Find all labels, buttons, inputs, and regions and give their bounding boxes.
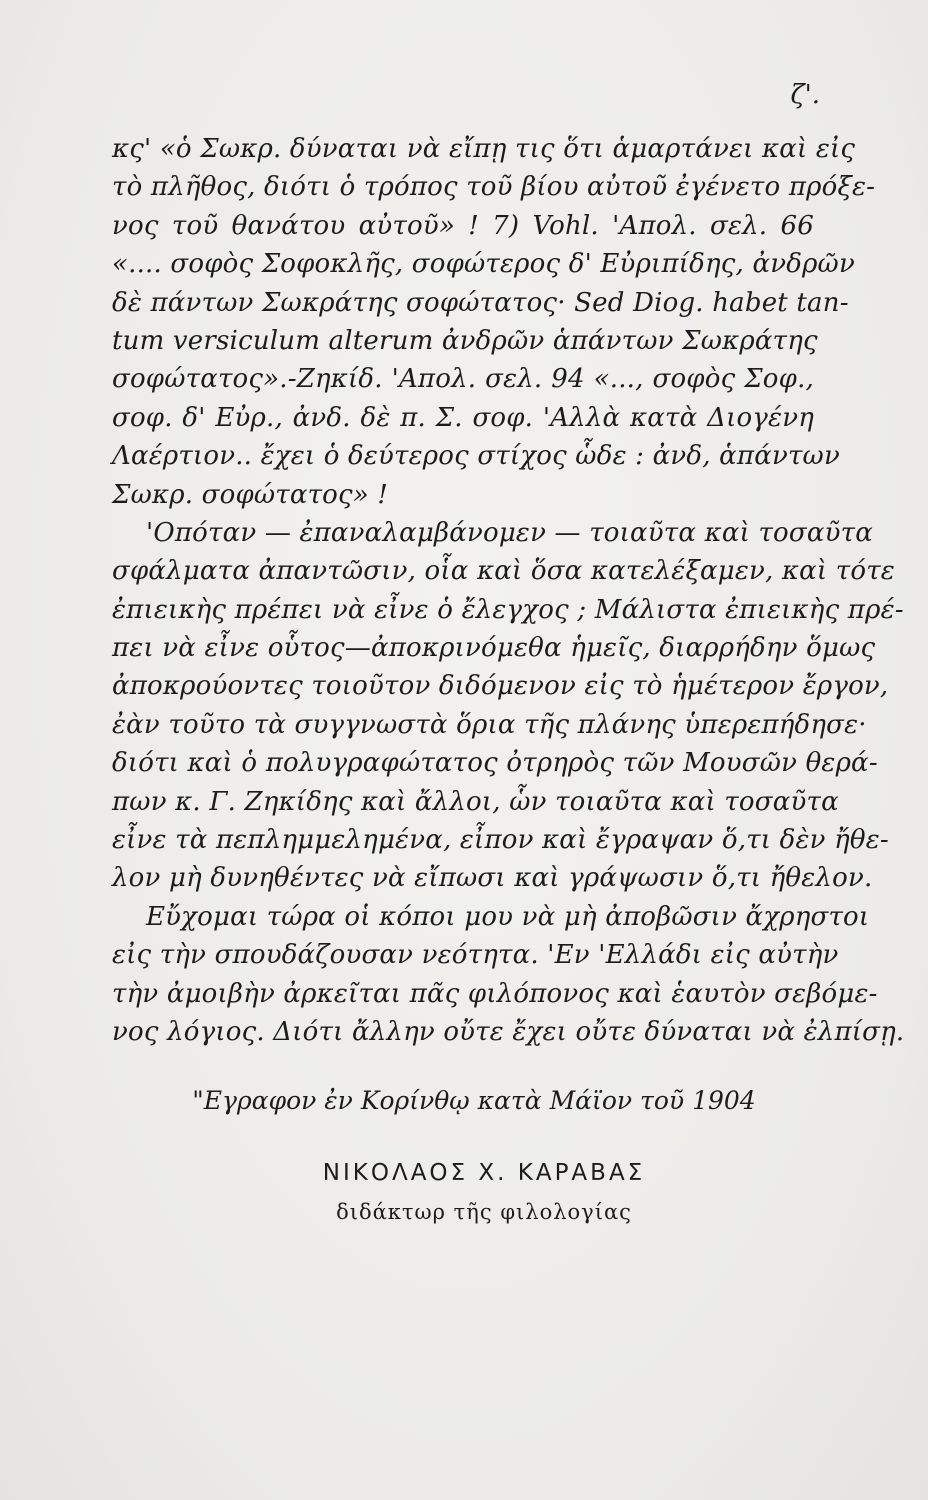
text-line: τὸ πλῆθος, διότι ὁ τρόπος τοῦ βίου αὐτοῦ ἐγένετο πρόξε- — [112, 172, 876, 203]
text-line: διότι καὶ ὁ πολυγραφώτατος ὀτρηρὸς τῶν Μουσῶν θερά- — [112, 748, 878, 779]
text-line: σοφώτατος».-Ζηκίδ. 'Απολ. σελ. 94 «..., σοφὸς Σοφ., — [112, 364, 814, 395]
text-line: πων κ. Γ. Ζηκίδης καὶ ἄλλοι, ὧν τοιαῦτα καὶ τοσαῦτα — [112, 786, 839, 817]
text-line: εἶνε τὰ πεπλημμελημένα, εἶπον καὶ ἔγραψαν ὅ,τι δὲν ἤθε- — [112, 825, 889, 856]
text-line: εἰς τὴν σπουδάζουσαν νεότητα. 'Εν 'Ελλάδι εἰς αὐτὴν — [112, 940, 839, 971]
text-line: σοφ. δ' Εὐρ., ἀνδ. δὲ π. Σ. σοφ. 'Αλλὰ κατὰ Διογένη — [112, 402, 814, 433]
text-line: νος λόγιος. Διότι ἄλλην οὔτε ἔχει οὔτε δύναται νὰ ἐλπίσῃ. — [112, 1016, 905, 1047]
text-line: τὴν ἀμοιβὴν ἀρκεῖται πᾶς φιλόπονος καὶ ἑαυτὸν σεβόμε- — [112, 978, 878, 1009]
page-number: ζ'. — [790, 80, 820, 110]
text-line: νος τοῦ θανάτου αὐτοῦ» ! 7) Vohl. 'Απολ. σελ. 66 — [112, 210, 814, 241]
text-line: 'Οπόταν — ἐπαναλαμβάνομεν — τοιαῦτα καὶ τοσαῦτα — [146, 517, 873, 548]
dateline: "Εγραφον ἐν Κορίνθῳ κατὰ Μάϊον τοῦ 1904 — [192, 1086, 756, 1115]
text-line: «.... σοφὸς Σοφοκλῆς, σοφώτερος δ' Εὐριπίδης, ἀνδρῶν — [112, 249, 855, 280]
text-line: ἐὰν τοῦτο τὰ συγγνωστὰ ὅρια τῆς πλάνης ὑπερεπήδησε· — [112, 709, 867, 740]
author-name: ΝΙΚΟΛΑΟΣ Χ. ΚΑΡΑΒΑΣ — [322, 1160, 646, 1186]
text-line: σφάλματα ἀπαντῶσιν, οἷα καὶ ὅσα κατελέξαμεν, καὶ τότε — [112, 556, 895, 587]
text-line: λον μὴ δυνηθέντες νὰ εἴπωσι καὶ γράψωσιν ὅ,τι ἤθελον. — [112, 863, 873, 894]
text-line: Λαέρτιον.. ἔχει ὁ δεύτερος στίχος ὧδε : ἀνδ, ἁπάντων — [112, 441, 840, 472]
text-line: δὲ πάντων Σωκράτης σοφώτατος· Sed Diog. habet tan- — [112, 287, 849, 318]
text-line: πει νὰ εἶνε οὗτος—ἀποκρινόμεθα ἡμεῖς, διαρρήδην ὅμως — [112, 633, 876, 664]
text-line: ἐπιεικὴς πρέπει νὰ εἶνε ὁ ἔλεγχος ; Μάλιστα ἐπιεικὴς πρέ- — [112, 594, 904, 625]
text-line: tum versiculum alterum ἀνδρῶν ἁπάντων Σωκράτης — [112, 325, 818, 356]
text-line: κς' «ὁ Σωκρ. δύναται νὰ εἴπῃ τις ὅτι ἁμαρτάνει καὶ εἰς — [112, 134, 856, 164]
author-title: διδάκτωρ τῆς φιλολογίας — [336, 1200, 632, 1224]
body-text — [112, 130, 905, 1051]
text-line: ἀποκρούοντες τοιοῦτον διδόμενον εἰς τὸ ἡμέτερον ἔργον, — [112, 671, 889, 702]
text-line: Εὔχομαι τώρα οἱ κόποι μου νὰ μὴ ἀποβῶσιν ἄχρηστοι — [146, 901, 870, 932]
text-line: Σωκρ. σοφώτατος» ! — [112, 479, 389, 510]
